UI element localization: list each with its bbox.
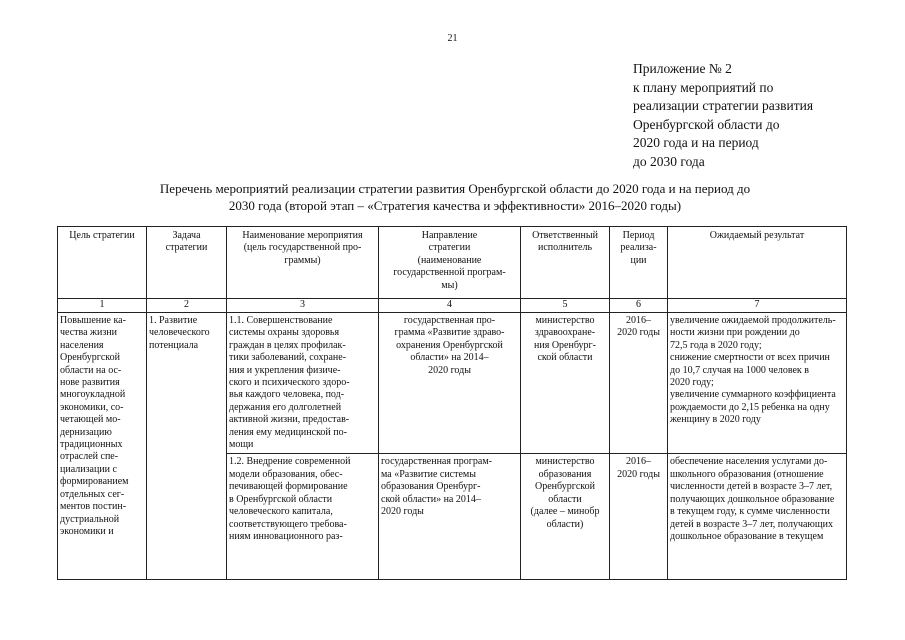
column-number-row (58, 299, 847, 313)
direction-cell: государственная програм- ма «Развитие системы образования Оренбург- ской области» на 2014– 2020 годы (379, 454, 521, 580)
column-number: 2 (147, 299, 227, 313)
period-cell: 2016– 2020 годы (610, 313, 668, 454)
header-result: Ожидаемый результат (668, 227, 847, 299)
document-title (90, 180, 820, 214)
header-row (58, 227, 847, 299)
document-title-line: Перечень мероприятий реализации стратегии развития Оренбургской области до 2020 года и на период до (159, 181, 751, 196)
document-title-line: 2030 года (второй этап – «Стратегия качества и эффективности» 2016–2020 годы) (228, 198, 682, 213)
appendix-line: к плану мероприятий по (633, 79, 774, 95)
column-number: 7 (668, 299, 847, 313)
column-number: 5 (521, 299, 610, 313)
column-number: 3 (227, 299, 379, 313)
result-cell: увеличение ожидаемой продолжитель- ности жизни при рождении до 72,5 года в 2020 году; снижение смертности от всех причин до 10,7 случая на 1000 человек в 2020 году; увеличение суммарного коэффициента рождаемости до 2,15 ребенка на одну женщину в 2020 году (668, 313, 847, 454)
measure-cell (227, 454, 379, 580)
column-number: 1 (58, 299, 147, 313)
appendix-block (633, 60, 893, 171)
measure-text: 1.2. Внедрение современной модели образования, обес- печивающей формирование в Оренбургской области человеческого капитала, соответствующего требова- ниям инновационного раз- (229, 456, 351, 542)
header-goal: Цель стратегии (58, 227, 147, 299)
goal-cell (58, 313, 147, 580)
appendix-line: реализации стратегии развития (633, 98, 814, 113)
direction-cell: государственная про- грамма «Развитие здраво- охранения Оренбургской области» на 2014– 2020 годы (379, 313, 521, 454)
header-task: Задача стратегии (147, 227, 227, 299)
column-number: 4 (379, 299, 521, 313)
header-direction: Направление стратегии (наименование государственной програм- мы) (379, 227, 521, 299)
header-executor: Ответственный исполнитель (521, 227, 610, 299)
header-measure: Наименование мероприятия (цель государственной про- граммы) (227, 227, 379, 299)
task-cell: 1. Развитие человеческого потенциала (147, 313, 227, 580)
page-number: 21 (447, 33, 458, 44)
executor-cell: министерство здравоохране- ния Оренбург- ской области (521, 313, 610, 454)
executor-cell: министерство образования Оренбургской области (далее – минобр области) (521, 454, 610, 580)
table-row (58, 313, 847, 454)
result-text: обеспечение населения услугами до- школьного образования (отношение численности детей в возрасте 3–7 лет, получающих дошкольное образование в текущем году, к сумме численности детей в возрасте 3–7 лет, получающих дошкольное образование в текущем (670, 456, 835, 542)
measures-table (57, 226, 847, 580)
header-period: Период реализа- ции (610, 227, 668, 299)
result-cell (668, 454, 847, 580)
measure-cell: 1.1. Совершенствование системы охраны здоровья граждан в целях профилак- тики заболеваний, сохране- ния и укрепления физиче- ского и психического здоро- вья каждого человека, под- держания его долголетней активной жизни, предостав- ления ему медицинской по- мощи (227, 313, 379, 454)
appendix-title: Приложение № 2 (633, 61, 732, 76)
appendix-line: до 2030 года (633, 153, 705, 169)
appendix-line: Оренбургской области до (633, 116, 780, 132)
period-cell: 2016– 2020 годы (610, 454, 668, 580)
appendix-line: 2020 года и на период (633, 135, 759, 150)
goal-text: Повышение ка- чества жизни населения Оренбургской области на ос- нове развития многоукладной экономики, со- четающей мо- дернизацию традиционных отраслей спе- циализации с формированием отдельных сег- ментов постин- дустриальной экономики и (60, 315, 129, 537)
column-number: 6 (610, 299, 668, 313)
